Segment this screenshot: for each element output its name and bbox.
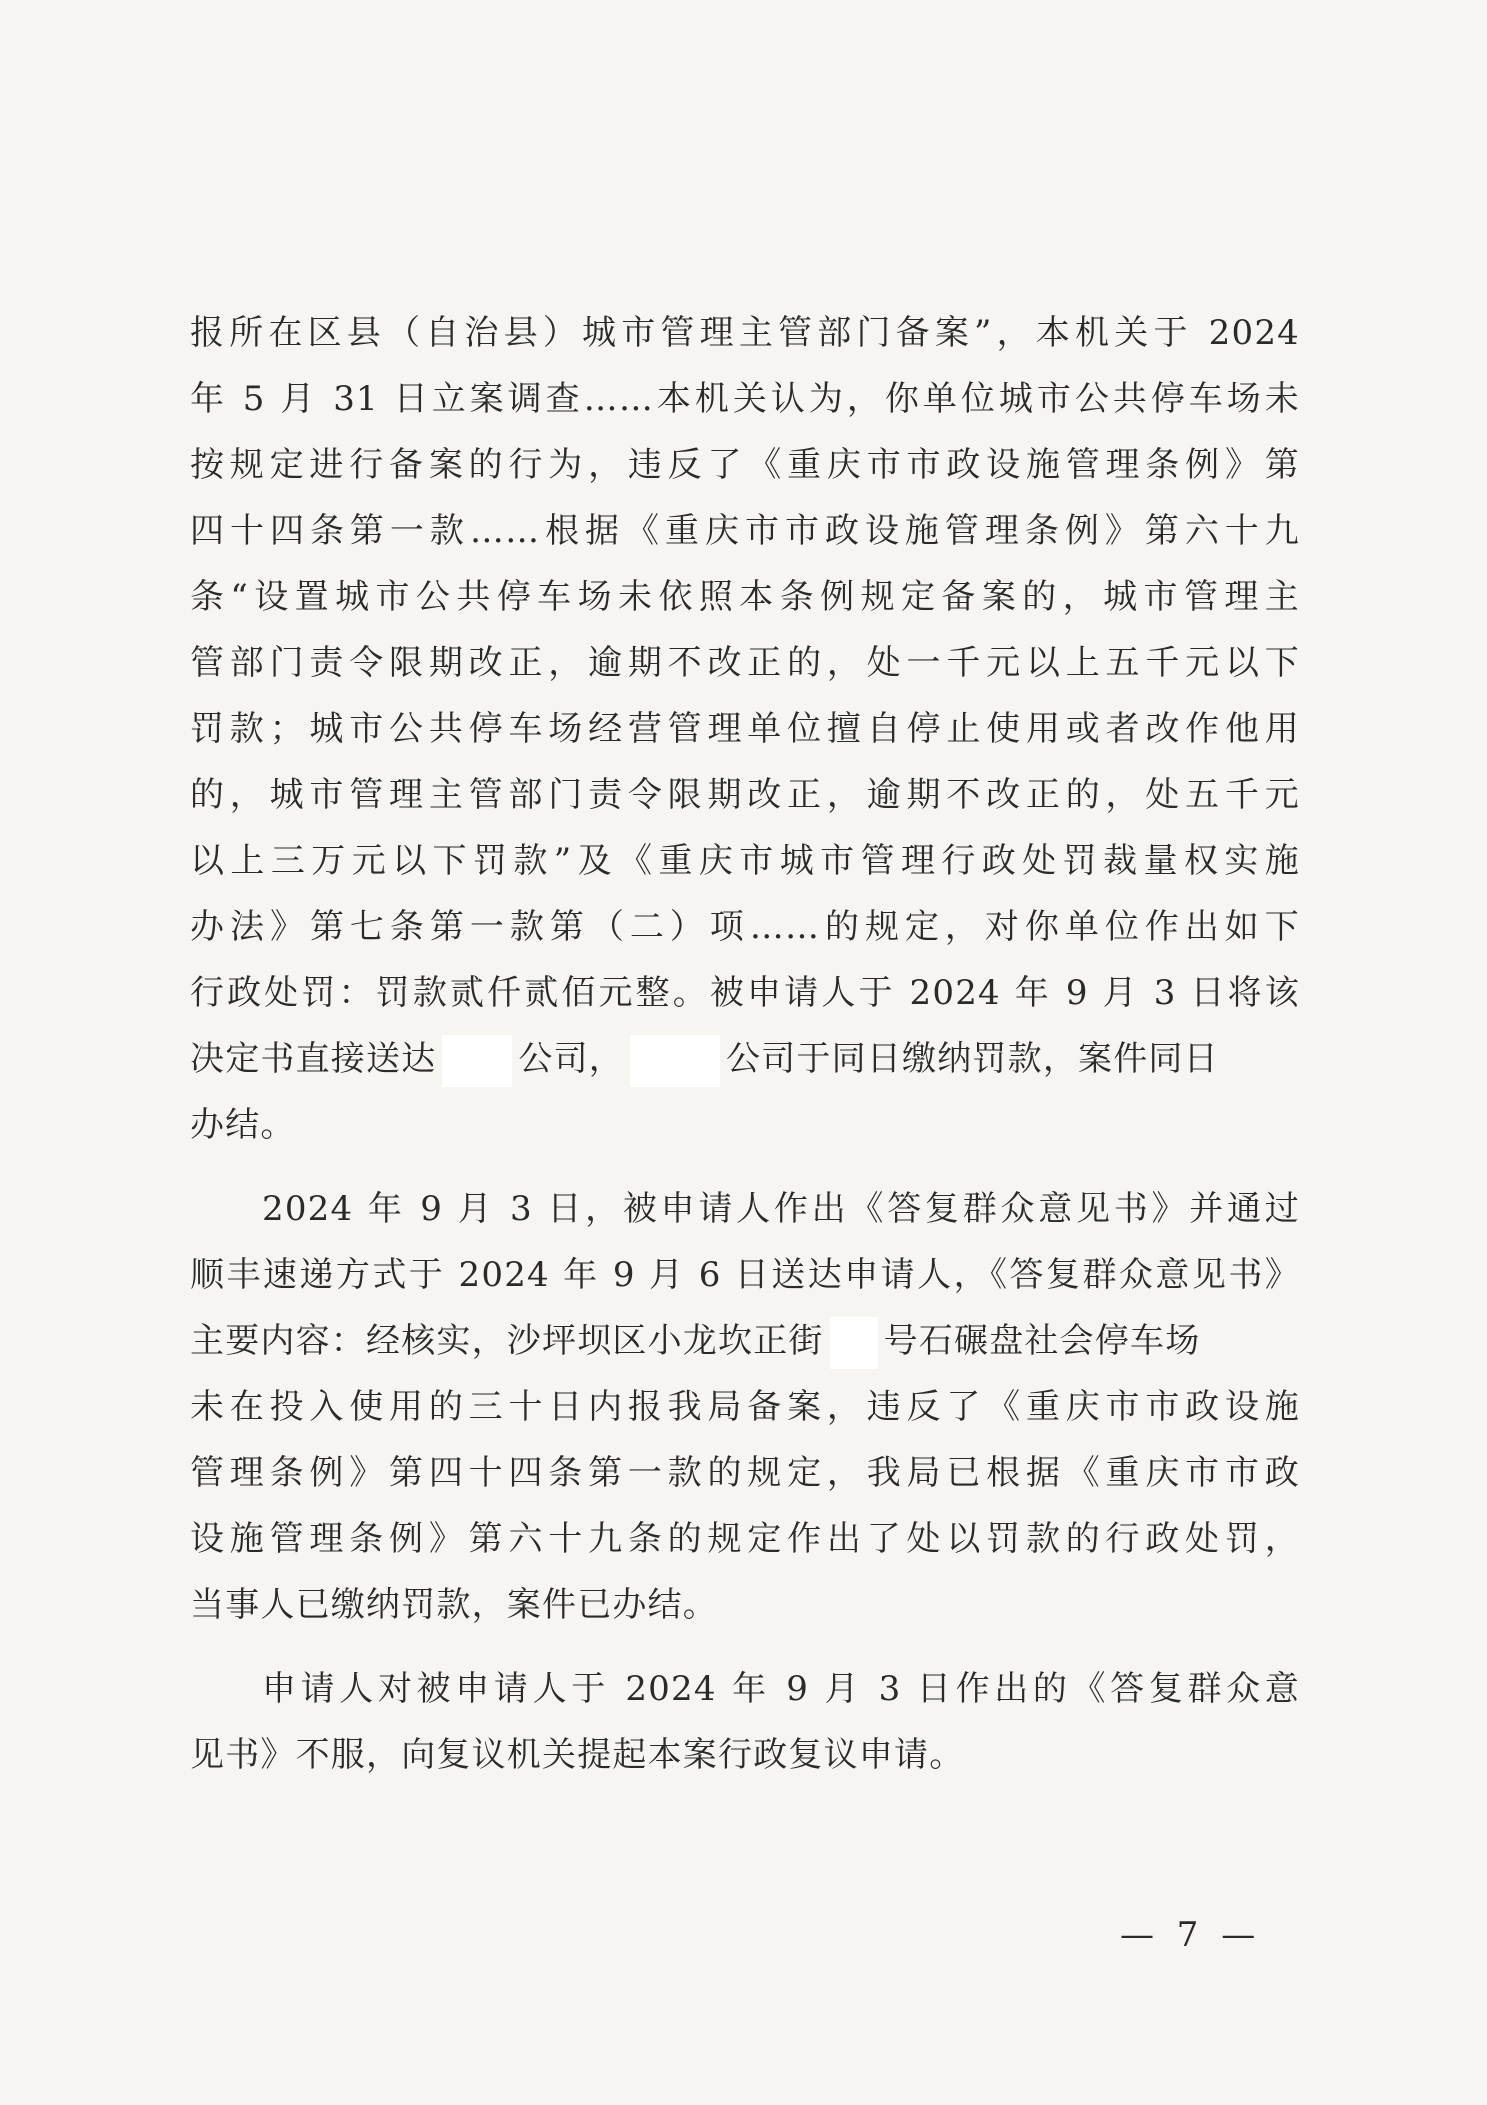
text-line: 罚款；城市公共停车场经营管理单位擅自停止使用或者改作他用 <box>190 709 1300 749</box>
text-line: 设施管理条例》第六十九条的规定作出了处以罚款的行政处罚， <box>190 1519 1300 1559</box>
text-fragment: 公司于同日缴纳罚款，案件同日 <box>726 1039 1219 1079</box>
text-line: 当事人已缴纳罚款，案件已办结。 <box>190 1585 718 1625</box>
text-line: 办法》第七条第一款第（二）项……的规定，对你单位作出如下 <box>190 907 1300 947</box>
text-line: 办结。 <box>190 1105 296 1145</box>
text-line: 条“设置城市公共停车场未依照本条例规定备案的，城市管理主 <box>190 577 1300 617</box>
text-line-redacted <box>190 1308 1300 1374</box>
page-number: — 7 — <box>1120 1915 1262 1955</box>
text-line: 的，城市管理主管部门责令限期改正，逾期不改正的，处五千元 <box>190 775 1300 815</box>
redaction-box <box>630 1035 720 1087</box>
text-line: 未在投入使用的三十日内报我局备案，违反了《重庆市市政设施 <box>190 1387 1300 1427</box>
text-fragment: 主要内容：经核实，沙坪坝区小龙坎正街 <box>190 1321 824 1361</box>
redaction-box <box>442 1035 512 1087</box>
text-line: 年 5 月 31 日立案调查……本机关认为，你单位城市公共停车场未 <box>190 379 1300 419</box>
text-line-redacted <box>190 1026 1300 1092</box>
text-line: 2024 年 9 月 3 日，被申请人作出《答复群众意见书》并通过 <box>262 1189 1300 1229</box>
text-line: 以上三万元以下罚款”及《重庆市城市管理行政处罚裁量权实施 <box>190 841 1300 881</box>
text-line: 报所在区县（自治县）城市管理主管部门备案”，本机关于 2024 <box>190 313 1300 353</box>
text-line: 按规定进行备案的行为，违反了《重庆市市政设施管理条例》第 <box>190 445 1300 485</box>
body-text <box>190 300 1300 1788</box>
text-line: 管理条例》第四十四条第一款的规定，我局已根据《重庆市市政 <box>190 1453 1300 1493</box>
redaction-box <box>830 1317 878 1369</box>
text-line: 见书》不服，向复议机关提起本案行政复议申请。 <box>190 1735 965 1775</box>
text-fragment: 号石碾盘社会停车场 <box>883 1321 1201 1361</box>
text-fragment: 公司， <box>518 1039 625 1079</box>
text-fragment: 决定书直接送达 <box>190 1039 437 1079</box>
text-line: 管部门责令限期改正，逾期不改正的，处一千元以上五千元以下 <box>190 643 1300 683</box>
text-line: 四十四条第一款……根据《重庆市市政设施管理条例》第六十九 <box>190 511 1300 551</box>
paragraph-gap <box>190 1638 1300 1656</box>
text-line: 行政处罚：罚款贰仟贰佰元整。被申请人于 2024 年 9 月 3 日将该 <box>190 973 1300 1013</box>
paragraph-gap <box>190 1158 1300 1176</box>
text-line: 顺丰速递方式于 2024 年 9 月 6 日送达申请人，《答复群众意见书》 <box>190 1255 1300 1295</box>
text-line: 申请人对被申请人于 2024 年 9 月 3 日作出的《答复群众意 <box>262 1669 1300 1709</box>
